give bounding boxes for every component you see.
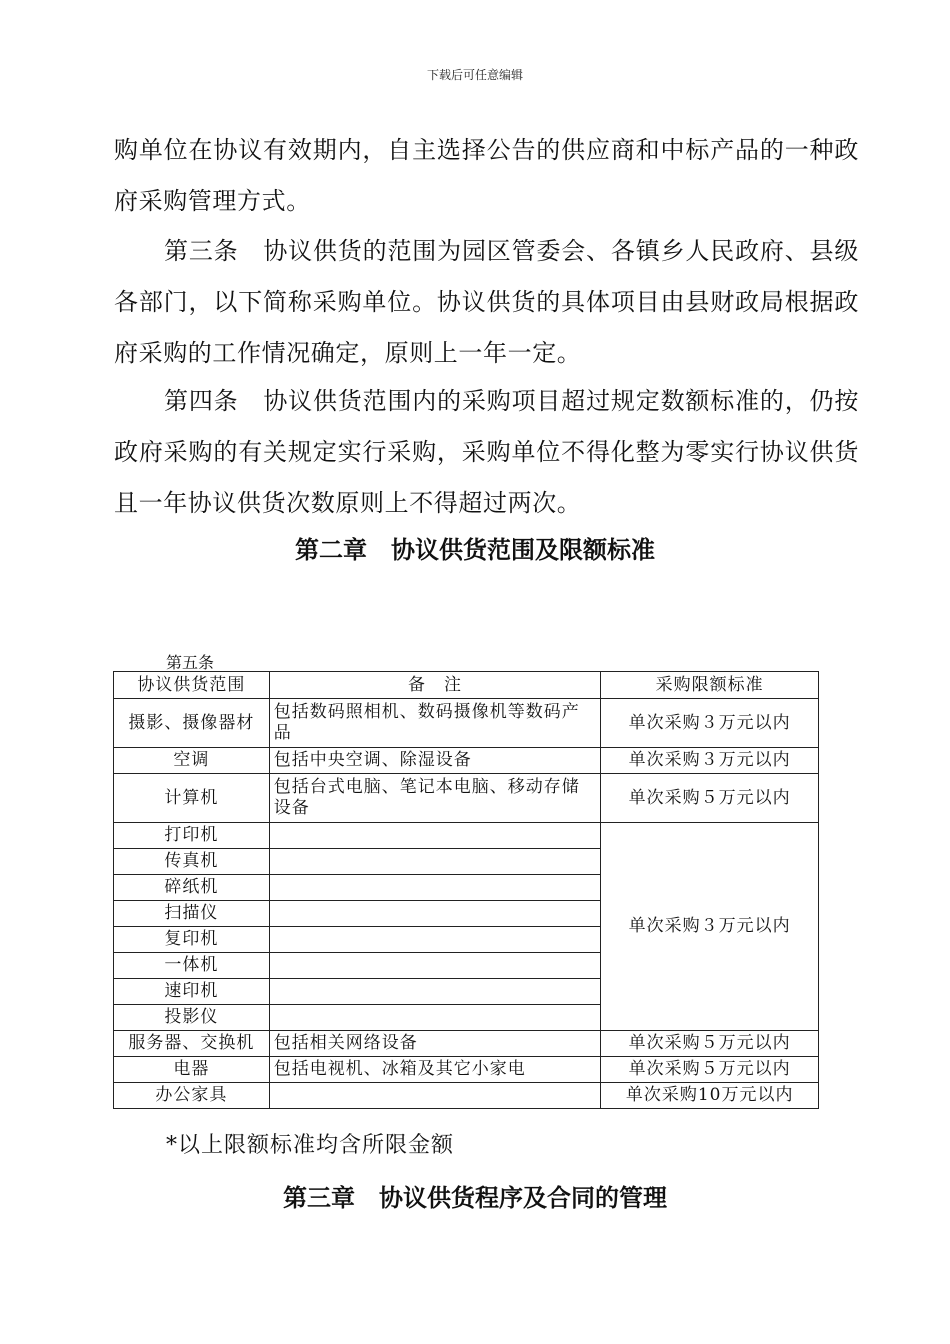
procurement-scope-table <box>113 671 819 1109</box>
category-cell: 办公家具 <box>114 1083 270 1109</box>
category-cell: 摄影、摄像器材 <box>114 699 270 748</box>
table-row <box>114 699 819 748</box>
category-cell: 扫描仪 <box>114 901 270 927</box>
note-cell: 包括电视机、冰箱及其它小家电 <box>269 1057 601 1083</box>
table-row <box>114 823 819 849</box>
note-cell: 包括数码照相机、数码摄像机等数码产品 <box>269 699 601 748</box>
merged-limit-cell: 单次采购３万元以内 <box>601 823 819 1031</box>
limit-cell: 单次采购10万元以内 <box>601 1083 819 1109</box>
note-cell: 包括相关网络设备 <box>269 1031 601 1057</box>
category-cell: 计算机 <box>114 774 270 823</box>
category-cell: 碎纸机 <box>114 875 270 901</box>
note-cell <box>269 823 601 849</box>
table-footnote: *以上限额标准均含所限金额 <box>166 1133 455 1158</box>
category-cell: 速印机 <box>114 979 270 1005</box>
table-header-row <box>114 672 819 699</box>
paragraph-continuation: 购单位在协议有效期内，自主选择公告的供应商和中标产品的一种政府采购管理方式。 <box>114 136 859 215</box>
header-note: 备 注 <box>269 672 601 699</box>
table-row <box>114 774 819 823</box>
category-cell: 一体机 <box>114 953 270 979</box>
table-row <box>114 748 819 774</box>
note-cell: 包括台式电脑、笔记本电脑、移动存储设备 <box>269 774 601 823</box>
chapter-2-title: 第二章 协议供货范围及限额标准 <box>295 536 655 564</box>
note-cell <box>269 1083 601 1109</box>
limit-cell: 单次采购３万元以内 <box>601 748 819 774</box>
limit-cell: 单次采购５万元以内 <box>601 1031 819 1057</box>
limit-cell: 单次采购５万元以内 <box>601 774 819 823</box>
note-cell <box>269 901 601 927</box>
note-cell <box>269 953 601 979</box>
article-5-label: 第五条 <box>166 653 215 672</box>
table-row <box>114 1031 819 1057</box>
note-cell: 包括中央空调、除湿设备 <box>269 748 601 774</box>
note-cell <box>269 927 601 953</box>
limit-cell: 单次采购５万元以内 <box>601 1057 819 1083</box>
category-cell: 传真机 <box>114 849 270 875</box>
note-cell <box>269 875 601 901</box>
note-cell <box>269 1005 601 1031</box>
note-cell <box>269 979 601 1005</box>
category-cell: 打印机 <box>114 823 270 849</box>
table-row <box>114 1057 819 1083</box>
category-cell: 服务器、交换机 <box>114 1031 270 1057</box>
chapter-3-title: 第三章 协议供货程序及合同的管理 <box>283 1184 667 1212</box>
table-row <box>114 1083 819 1109</box>
note-cell <box>269 849 601 875</box>
category-cell: 投影仪 <box>114 1005 270 1031</box>
article-4-paragraph: 第四条 协议供货范围内的采购项目超过规定数额标准的，仍按政府采购的有关规定实行采购，采购单位不得化整为零实行协议供货且一年协议供货次数原则上不得超过两次。 <box>114 387 859 517</box>
category-cell: 电器 <box>114 1057 270 1083</box>
category-cell: 空调 <box>114 748 270 774</box>
header-limit: 采购限额标准 <box>601 672 819 699</box>
category-cell: 复印机 <box>114 927 270 953</box>
article-3-paragraph: 第三条 协议供货的范围为园区管委会、各镇乡人民政府、县级各部门，以下简称采购单位。协议供货的具体项目由县财政局根据政府采购的工作情况确定，原则上一年一定。 <box>114 237 859 367</box>
limit-cell: 单次采购３万元以内 <box>601 699 819 748</box>
page-header: 下载后可任意编辑 <box>426 68 523 82</box>
header-scope: 协议供货范围 <box>114 672 270 699</box>
